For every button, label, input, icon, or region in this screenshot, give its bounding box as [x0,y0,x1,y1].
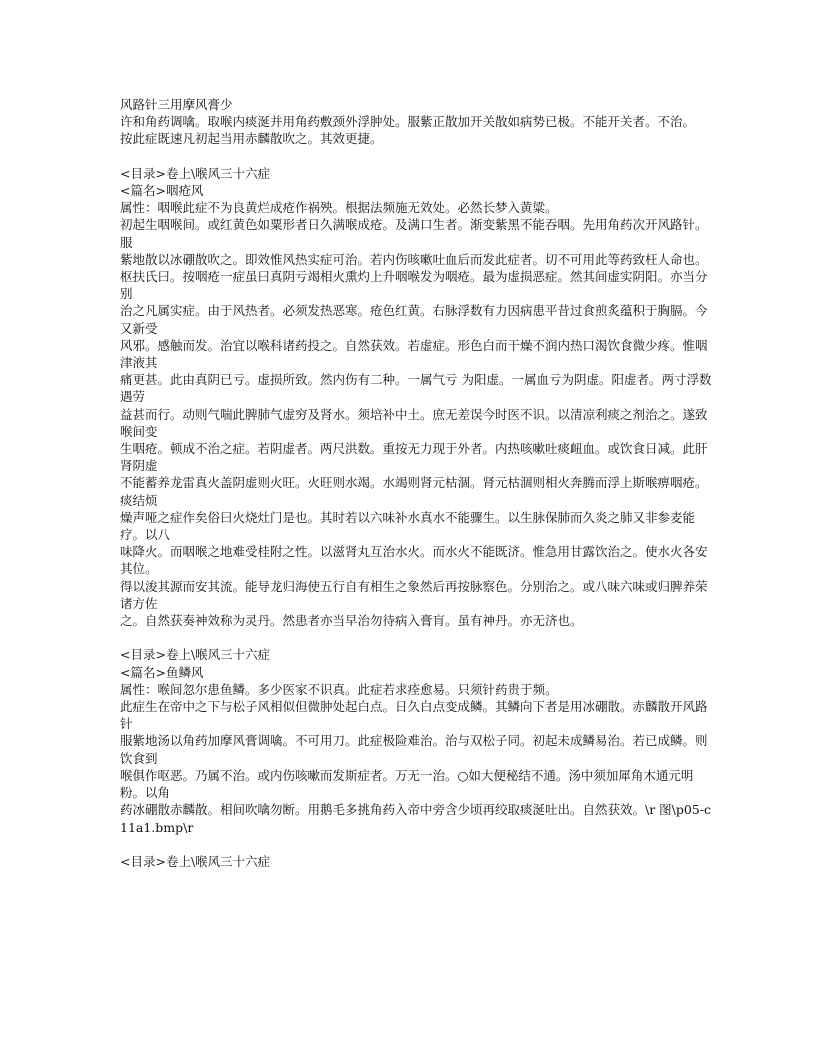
text-line: 益甚而行。动则气喘此脾肺气虚穷及肾水。须培补中土。庶无差误今时医不识。以清凉利痰之剂治之。遂致喉间变 [120,406,708,439]
text-line: 治之凡属实症。由于风热者。必须发热恶寒。疮色红黄。右脉浮数有力因病患平昔过食煎炙蕴积于胸膈。今又新受 [120,303,708,336]
blank-line [120,836,712,853]
text-line: 风路针三用摩风膏少 [120,97,233,112]
text-line: 生咽疮。顿成不治之症。若阴虚者。两尺洪数。重按无力现于外者。内热咳嗽吐痰衄血。或饮食日减。此肝肾阴虚 [120,441,708,474]
text-line: 药冰硼散赤麟散。相间吹噙勿断。用鹅毛多挑角药入帝中旁含少顷再绞取痰涎吐出。自然获效。\r 图\p05-c11a1.bmp\r [120,802,712,835]
text-line: 之。自然获奏神效称为灵丹。然患者亦当早治勿待病入膏肓。虽有神丹。亦无济也。 [120,613,583,629]
catalog-heading: <目录>卷上\喉风三十六症 [120,853,271,869]
text-line: 风邪。感触而发。治宜以喉科诸药投之。自然获效。若虚症。形色白而干燥不润内热口渴饮食微少疼。惟咽津液其 [120,337,708,371]
catalog-heading: <目录>卷上\喉风三十六症 [120,647,271,663]
text-line: 属性：喉间忽尔患鱼鳞。多少医家不识真。此症若求痊愈易。只须针药贵于频。 [120,681,558,697]
text-line: 味降火。而咽喉之地难受桂附之性。以滋肾丸互治水火。而水火不能既济。惟急用甘露饮治之。使水火各安其位。 [120,544,708,577]
blank-line [120,629,712,646]
text-line: 初起生咽喉间。或红黄色如粟形者日久满喉成疮。及满口生者。渐变紫黑不能吞咽。先用角药次开风路针。服 [120,217,708,250]
text-line: 属性：咽喉此症不为良黄烂成疮作祸殃。根据法频施无效处。必然长梦入黄粱。 [120,200,558,216]
catalog-heading: <目录>卷上\喉风三十六症 [120,165,271,181]
text-line: 紫地散以冰硼散吹之。即效惟风热实症可治。若内伤咳嗽吐血后而发此症者。切不可用此等药致枉人命也。 [120,251,708,267]
text-line: 痛更甚。此由真阴已亏。虚损所致。然内伤有二种。一属气亏 为阳虚。一属血亏为阴虚。阳虚者。两寸浮数遇劳 [120,372,712,405]
text-line: 此症生在帝中之下与松子风相似但微肿处起白点。日久白点变成鳞。其鳞向下者是用冰硼散。赤麟散开风路针 [120,699,708,732]
text-line: 燥声哑之症作矣俗曰火烧灶门是也。其时若以六味补水真水不能骤生。以生脉保肺而久炎之肺又非参麦能疗。以八 [120,509,696,543]
document-page [120,96,712,870]
blank-line [120,148,712,165]
text-line: 得以浚其源而安其流。能导龙归海使五行自有相生之象然后再按脉察色。分别治之。或八味六味或归脾养荣诸方佐 [120,578,708,611]
section-title: <篇名>咽疮风 [120,183,204,198]
text-line: 按此症既速凡初起当用赤麟散吹之。其效更捷。 [120,131,383,147]
text-line: 许和角药调噙。取喉内痰涎并用角药敷颈外浮肿处。服紫正散加开关散如病势已极。不能开关者。不治。 [120,114,696,130]
text-line: 喉俱作呕恶。乃属不治。或内伤咳嗽而发斯症者。万无一治。○如大便秘结不通。汤中须加犀角木通元明粉。以角 [120,767,694,801]
text-line: 枢扶氏曰。按咽疮一症虽曰真阴亏竭相火熏灼上升咽喉发为咽疮。最为虚损恶症。然其间虚实阴阳。亦当分别 [120,269,708,302]
text-line: 服紫地汤以角药加摩风膏调噙。不可用刀。此症极险难治。治与双松子同。初起未成鳞易治。若已成鳞。则饮食到 [120,733,708,766]
section-title: <篇名>鱼鳞风 [120,664,204,680]
text-line: 不能蓄养龙雷真火盖阴虚则火旺。火旺则水竭。水竭则肾元枯涸。肾元枯涸则相火奔腾而浮上斯喉痹咽疮。痰结烦 [120,475,708,508]
